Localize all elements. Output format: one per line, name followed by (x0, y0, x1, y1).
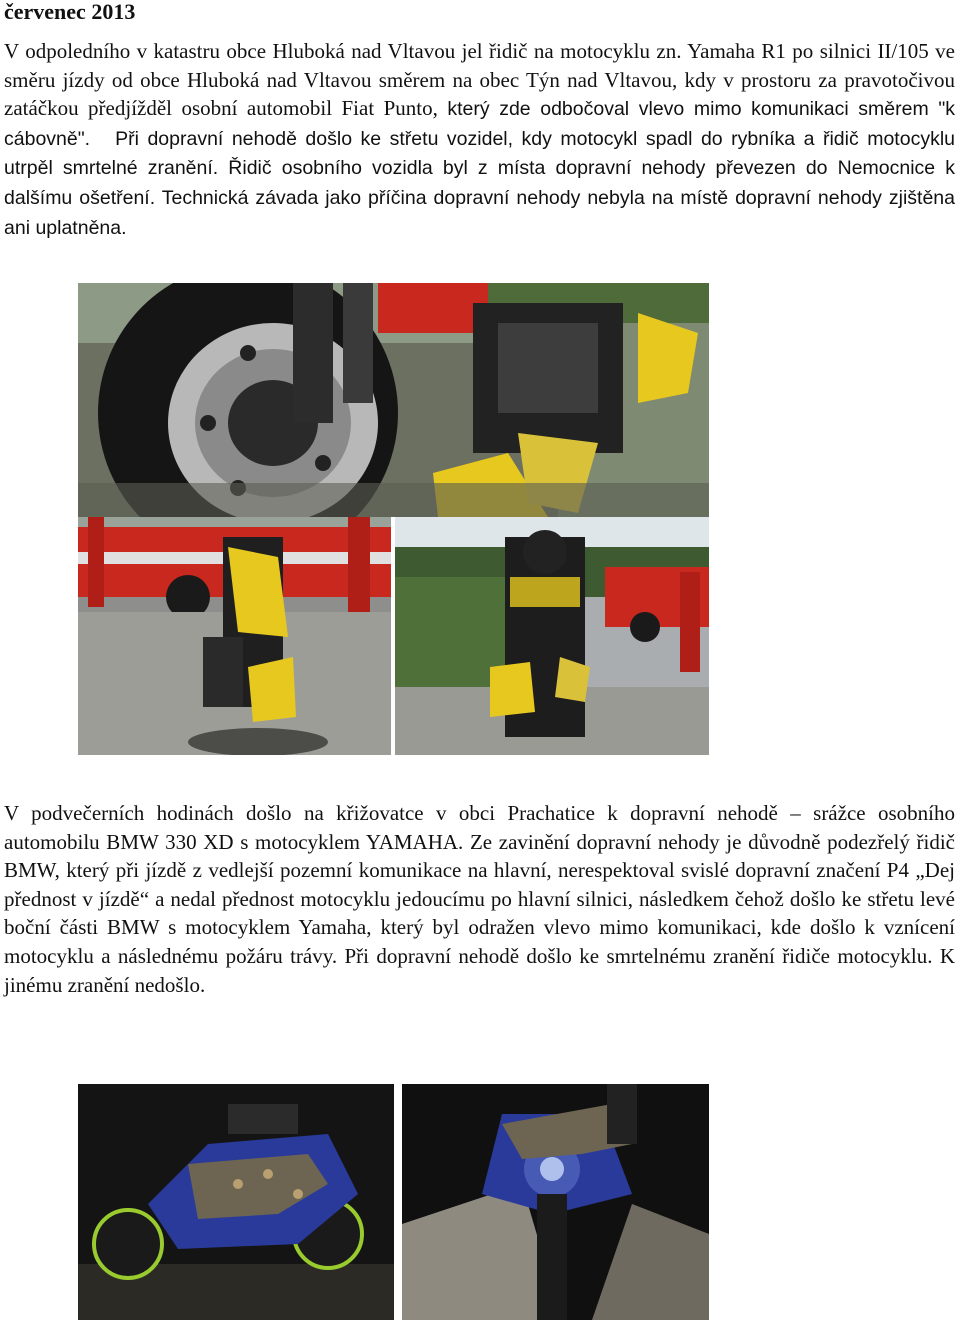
month-heading: červenec 2013 (4, 0, 136, 24)
photo-burnt-motorcycle-front (402, 1084, 709, 1320)
photo-motorcycle-crane-lift (78, 517, 391, 755)
accident-report-1 (4, 37, 955, 242)
report-2-text-b: Ze zavinění dopravní nehody je důvodně podezřelý řidič BMW, který při jízdě z vedlejší pozemní komunikace na hlavní, nerespektoval svislé dopravní značení P4 „Dej přednost v jízdě“ a nedal přednost motocyklu jedoucímu po hlavní silnici, následkem čehož došlo ke střetu levé boční části BMW s motocyklem Yamaha, který byl odražen vlevo mimo komunikaci, kde došlo k vznícení motocyklu a následnému požáru trávy. Při dopravní nehodě došlo ke smrtelnému zranění řidiče motocyklu. K jinému zranění nedošlo. (4, 829, 955, 997)
report-2-text-a: V podvečerních hodinách došlo na křižovatce v obci Prachatice k dopravní nehodě – srážce osobního automobilu BMW 330 XD s motocyklem YAMAHA. (4, 801, 955, 854)
report-1-spacer (90, 126, 115, 150)
photo-motorcycle-near-pond (395, 517, 709, 755)
accident-report-2 (4, 799, 955, 999)
photo-burnt-motorcycle-side (78, 1084, 394, 1320)
photo-motorcycle-front-wheel (78, 283, 709, 517)
report-1-text-b: který zde odbočoval vlevo mimo komunikaci směrem "k cábovně". (4, 98, 955, 150)
report-1-text-c: Při dopravní nehodě došlo ke střetu vozidel, kdy motocykl spadl do rybníka a řidič motocyklu utrpěl smrtelné zranění. Řidič osobního vozidla byl z místa dopravní nehody převezen do Nemocnice k dalšímu ošetření. Technická závada jako příčina dopravní nehody nebyla na místě dopravní nehody zjištěna ani uplatněna. (4, 127, 956, 239)
report-1-text-a: V odpoledního v katastru obce Hluboká nad Vltavou jel řidič na motocyklu zn. Yamaha R1 po silnici II/105 ve směru jízdy od obce Hluboká nad Vltavou směrem na obec Týn nad Vltavou, kdy v prostoru za pravotočivou zatáčkou předjížděl osobní automobil Fiat Punto, (4, 39, 955, 121)
